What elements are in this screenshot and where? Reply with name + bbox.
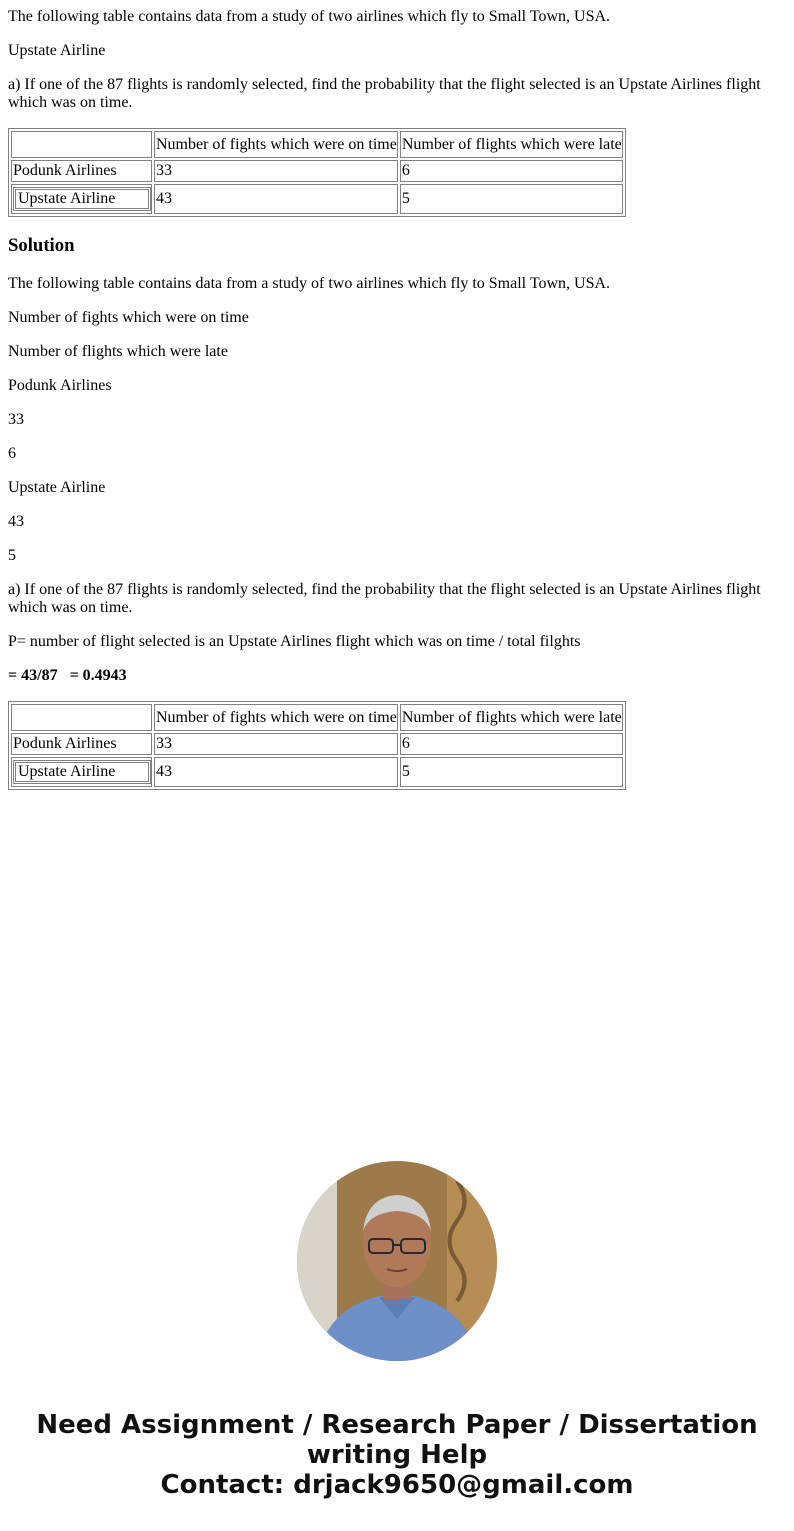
table-cell-airline-boxed bbox=[11, 184, 152, 214]
table-row bbox=[11, 184, 623, 214]
solution-result: = 43/87 = 0.4943 bbox=[8, 667, 127, 684]
question-intro: The following table contains data from a study of two airlines which fly to Small Town, USA. bbox=[8, 8, 611, 25]
solution-line: 5 bbox=[8, 547, 16, 564]
solution-line: Number of fights which were on time bbox=[8, 309, 249, 326]
table-header-cell: Number of fights which were on time bbox=[154, 704, 398, 731]
solution-formula: P= number of flight selected is an Upstate Airlines flight which was on time / total filghts bbox=[8, 633, 581, 650]
promo-banner bbox=[0, 1410, 794, 1500]
solution-intro: The following table contains data from a study of two airlines which fly to Small Town, USA. bbox=[8, 275, 611, 292]
table-cell-airline: Upstate Airline bbox=[15, 762, 149, 782]
table-cell-on-time: 43 bbox=[154, 757, 398, 787]
solution-line: 43 bbox=[8, 513, 24, 530]
solution-part-a: a) If one of the 87 flights is randomly selected, find the probability that the flight selected is an Upstate Airlines flight which was on time. bbox=[8, 581, 761, 616]
author-avatar bbox=[297, 1161, 497, 1361]
question-airline-label: Upstate Airline bbox=[8, 42, 106, 59]
table-header-row bbox=[11, 704, 623, 731]
promo-line: writing Help bbox=[306, 1440, 488, 1470]
table-header-cell bbox=[11, 131, 152, 158]
promo-contact: Contact: drjack9650@gmail.com bbox=[160, 1470, 634, 1500]
author-portrait bbox=[297, 1161, 497, 1361]
table-cell-late: 6 bbox=[400, 160, 623, 182]
table-cell-airline-boxed bbox=[11, 757, 152, 787]
solution-heading: Solution bbox=[8, 235, 75, 256]
table-header-cell bbox=[11, 704, 152, 731]
table-header-cell: Number of flights which were late bbox=[400, 704, 623, 731]
table-header-row bbox=[11, 131, 623, 158]
solution-line: Number of flights which were late bbox=[8, 343, 228, 360]
table-cell-late: 5 bbox=[400, 757, 623, 787]
table-row bbox=[11, 733, 623, 755]
table-cell-late: 5 bbox=[400, 184, 623, 214]
table-cell-on-time: 43 bbox=[154, 184, 398, 214]
flights-table-repeat bbox=[8, 701, 626, 790]
table-cell-airline: Upstate Airline bbox=[15, 189, 149, 209]
table-cell-on-time: 33 bbox=[154, 160, 398, 182]
solution-line: Upstate Airline bbox=[8, 479, 106, 496]
table-header-cell: Number of flights which were late bbox=[400, 131, 623, 158]
solution-line: 6 bbox=[8, 445, 16, 462]
table-cell-airline: Podunk Airlines bbox=[11, 160, 152, 182]
flights-table bbox=[8, 128, 626, 217]
table-cell-on-time: 33 bbox=[154, 733, 398, 755]
table-header-cell: Number of fights which were on time bbox=[154, 131, 398, 158]
document-body bbox=[0, 8, 794, 790]
table-row bbox=[11, 757, 623, 787]
table-row bbox=[11, 160, 623, 182]
table-cell-late: 6 bbox=[400, 733, 623, 755]
question-part-a: a) If one of the 87 flights is randomly selected, find the probability that the flight selected is an Upstate Airlines flight which was on time. bbox=[8, 76, 761, 111]
promo-line: Need Assignment / Research Paper / Dissertation bbox=[36, 1410, 758, 1440]
solution-line: 33 bbox=[8, 411, 24, 428]
table-cell-airline: Podunk Airlines bbox=[11, 733, 152, 755]
solution-line: Podunk Airlines bbox=[8, 377, 112, 394]
